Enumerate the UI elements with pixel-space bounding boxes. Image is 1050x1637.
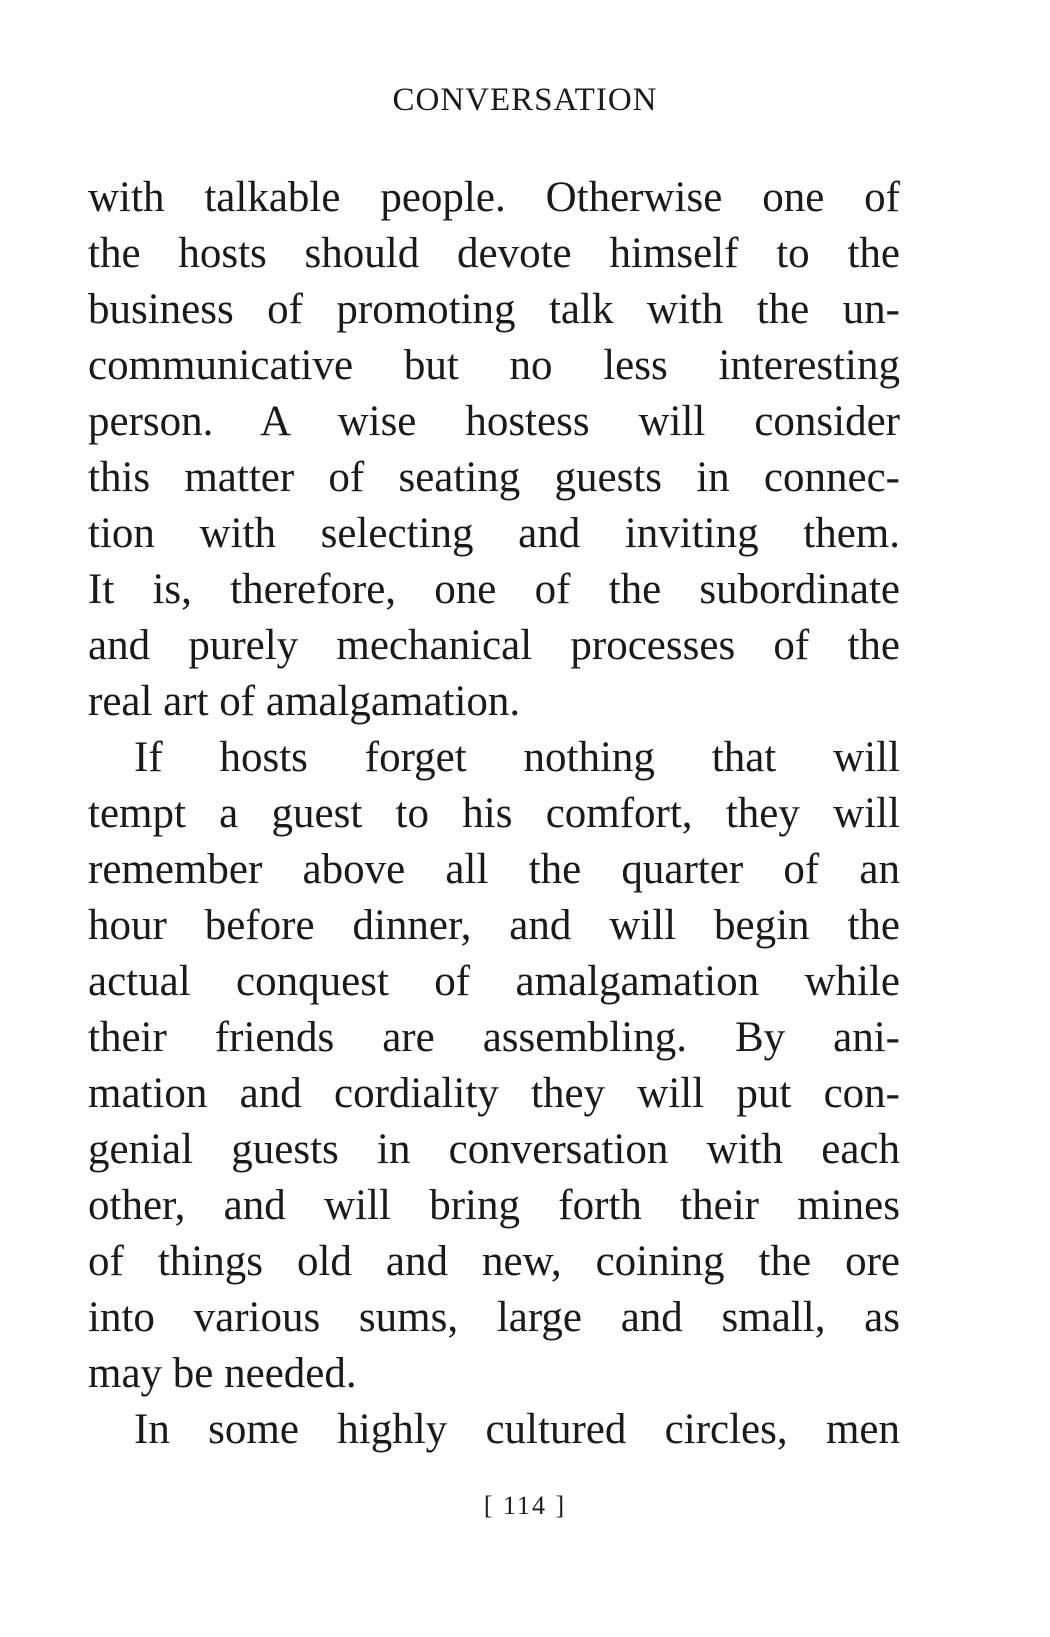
text-line: this matter of seating guests in connec- <box>88 454 900 501</box>
text-line: remember above all the quarter of an <box>88 846 900 893</box>
text-line: It is, therefore, one of the subordinate <box>88 566 900 613</box>
text-line: communicative but no less interesting <box>88 342 900 389</box>
body-text <box>88 170 900 1458</box>
text-line: real art of amalgamation. <box>88 678 521 725</box>
text-line: of things old and new, coining the ore <box>88 1238 900 1285</box>
paragraph <box>88 170 900 730</box>
paragraph <box>88 730 900 1402</box>
text-line: hour before dinner, and will begin the <box>88 902 900 949</box>
paragraph <box>88 1402 900 1458</box>
text-line: tion with selecting and inviting them. <box>88 510 900 557</box>
text-line: If hosts forget nothing that will <box>134 734 900 781</box>
text-line: mation and cordiality they will put con- <box>88 1070 900 1117</box>
text-line: the hosts should devote himself to the <box>88 230 900 277</box>
text-line: their friends are assembling. By ani- <box>88 1014 900 1061</box>
text-line: business of promoting talk with the un- <box>88 286 900 333</box>
text-line: In some highly cultured circles, men <box>134 1406 900 1453</box>
text-line: tempt a guest to his comfort, they will <box>88 790 900 837</box>
text-line: genial guests in conversation with each <box>88 1126 900 1173</box>
text-line: other, and will bring forth their mines <box>88 1182 900 1229</box>
text-line: with talkable people. Otherwise one of <box>88 174 900 221</box>
text-line: and purely mechanical processes of the <box>88 622 900 669</box>
text-line: into various sums, large and small, as <box>88 1294 900 1341</box>
page-number: [ 114 ] <box>483 1491 567 1520</box>
text-line: actual conquest of amalgamation while <box>88 958 900 1005</box>
text-line: may be needed. <box>88 1350 357 1397</box>
text-line: person. A wise hostess will consider <box>88 398 900 445</box>
running-head: CONVERSATION <box>392 82 658 118</box>
